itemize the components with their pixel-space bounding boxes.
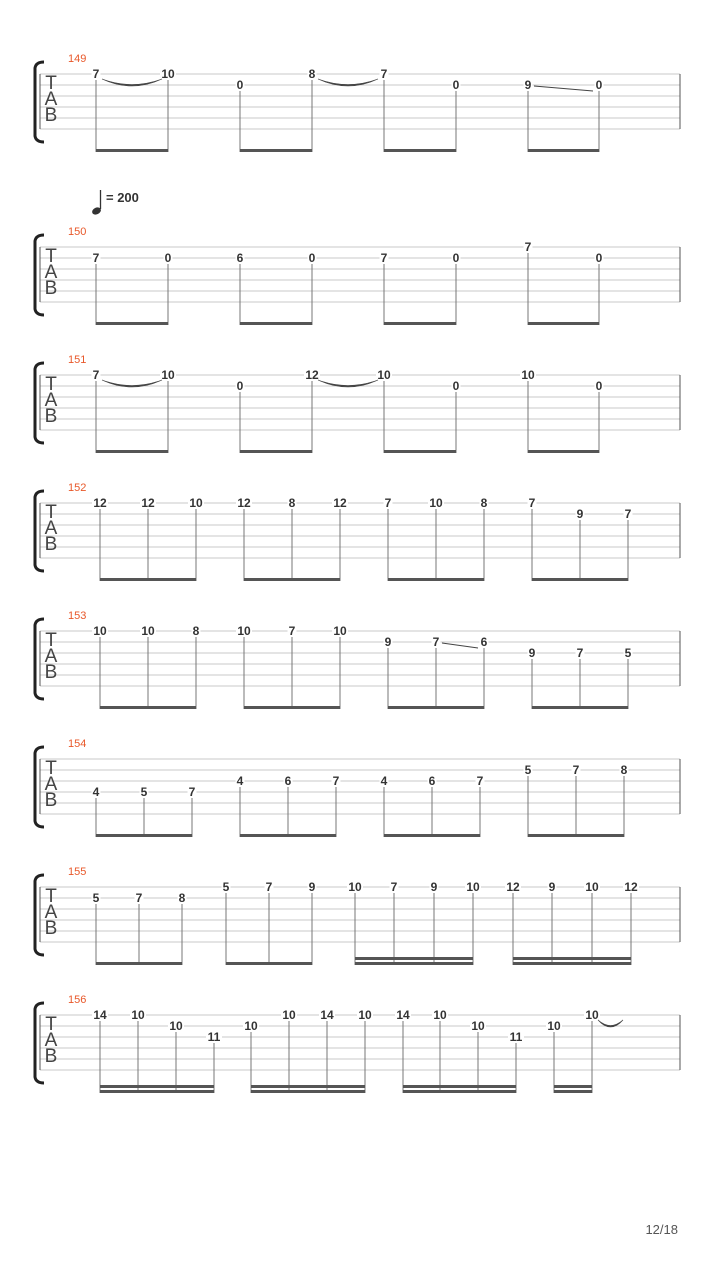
fret-number: 10 — [433, 1008, 447, 1022]
tab-clef-letter: B — [44, 918, 58, 939]
fret-number: 6 — [284, 774, 292, 788]
fret-number: 0 — [452, 379, 460, 393]
slide-line — [534, 86, 593, 91]
fret-number: 7 — [576, 646, 584, 660]
tab-clef-letter: B — [44, 278, 58, 299]
fret-number: 10 — [161, 368, 175, 382]
tab-clef-letter: T — [45, 374, 57, 395]
fret-number: 9 — [308, 880, 316, 894]
tab-system — [35, 354, 680, 453]
fret-number: 9 — [576, 507, 584, 521]
fret-number: 8 — [192, 624, 200, 638]
fret-number: 14 — [396, 1008, 410, 1022]
fret-number: 14 — [320, 1008, 334, 1022]
tab-clef-letter: A — [44, 89, 58, 110]
measure-number: 151 — [68, 354, 87, 366]
fret-number: 0 — [236, 379, 244, 393]
fret-number: 0 — [236, 78, 244, 92]
tab-clef-letter: A — [44, 646, 58, 667]
fret-number: 14 — [93, 1008, 107, 1022]
fret-number: 7 — [432, 635, 440, 649]
tab-system — [35, 53, 680, 152]
fret-number: 10 — [237, 624, 251, 638]
fret-number: 12 — [141, 496, 155, 510]
fret-number: 9 — [430, 880, 438, 894]
fret-number: 0 — [595, 379, 603, 393]
fret-number: 10 — [131, 1008, 145, 1022]
fret-number: 6 — [480, 635, 488, 649]
fret-number: 7 — [332, 774, 340, 788]
measure-number: 149 — [68, 53, 87, 65]
fret-number: 10 — [161, 67, 175, 81]
tab-clef-letter: T — [45, 758, 57, 779]
fret-number: 9 — [524, 78, 532, 92]
fret-number: 7 — [265, 880, 273, 894]
fret-number: 9 — [384, 635, 392, 649]
fret-number: 7 — [380, 67, 388, 81]
tab-clef-letter: T — [45, 1014, 57, 1035]
tempo-marking — [91, 190, 139, 216]
fret-number: 10 — [93, 624, 107, 638]
tab-clef-letter: B — [44, 406, 58, 427]
fret-number: 10 — [585, 1008, 599, 1022]
fret-number: 4 — [92, 785, 100, 799]
fret-number: 7 — [390, 880, 398, 894]
fret-number: 10 — [169, 1019, 183, 1033]
slide-line — [442, 643, 478, 648]
fret-number: 12 — [624, 880, 638, 894]
measure-number: 156 — [68, 994, 87, 1006]
tab-clef-letter: T — [45, 502, 57, 523]
fret-number: 0 — [452, 251, 460, 265]
tab-system — [35, 994, 680, 1093]
fret-number: 7 — [476, 774, 484, 788]
fret-number: 5 — [524, 763, 532, 777]
fret-number: 4 — [236, 774, 244, 788]
fret-number: 7 — [135, 891, 143, 905]
measure-number: 154 — [68, 738, 87, 750]
fret-number: 7 — [380, 251, 388, 265]
fret-number: 12 — [93, 496, 107, 510]
fret-number: 10 — [585, 880, 599, 894]
tab-system — [35, 482, 680, 581]
fret-number: 7 — [92, 251, 100, 265]
fret-number: 7 — [92, 67, 100, 81]
fret-number: 8 — [620, 763, 628, 777]
tab-clef-letter: B — [44, 534, 58, 555]
fret-number: 10 — [471, 1019, 485, 1033]
fret-number: 12 — [333, 496, 347, 510]
fret-number: 7 — [528, 496, 536, 510]
fret-number: 10 — [141, 624, 155, 638]
fret-number: 8 — [480, 496, 488, 510]
tab-clef-letter: B — [44, 1046, 58, 1067]
fret-number: 12 — [506, 880, 520, 894]
tab-clef-letter: T — [45, 246, 57, 267]
tab-clef-letter: A — [44, 774, 58, 795]
fret-number: 9 — [548, 880, 556, 894]
fret-number: 0 — [595, 78, 603, 92]
fret-number: 8 — [178, 891, 186, 905]
tab-clef-letter: A — [44, 902, 58, 923]
fret-number: 7 — [92, 368, 100, 382]
fret-number: 12 — [237, 496, 251, 510]
tab-clef-letter: A — [44, 518, 58, 539]
fret-number: 11 — [509, 1030, 523, 1044]
fret-number: 0 — [595, 251, 603, 265]
tab-system — [35, 610, 680, 709]
fret-number: 8 — [288, 496, 296, 510]
fret-number: 10 — [358, 1008, 372, 1022]
fret-number: 6 — [428, 774, 436, 788]
fret-number: 12 — [305, 368, 319, 382]
fret-number: 7 — [188, 785, 196, 799]
fret-number: 10 — [244, 1019, 258, 1033]
tab-system — [35, 738, 680, 837]
fret-number: 7 — [624, 507, 632, 521]
measure-number: 155 — [68, 866, 87, 878]
tab-clef-letter: A — [44, 1030, 58, 1051]
measure-number: 152 — [68, 482, 87, 494]
tab-system — [35, 226, 680, 325]
fret-number: 10 — [282, 1008, 296, 1022]
fret-number: 10 — [521, 368, 535, 382]
fret-number: 10 — [333, 624, 347, 638]
page-number: 12/18 — [645, 1222, 678, 1237]
fret-number: 11 — [207, 1030, 221, 1044]
fret-number: 9 — [528, 646, 536, 660]
tab-clef-letter: T — [45, 73, 57, 94]
fret-number: 8 — [308, 67, 316, 81]
fret-number: 0 — [164, 251, 172, 265]
tab-clef-letter: B — [44, 105, 58, 126]
measure-number: 153 — [68, 610, 87, 622]
fret-number: 4 — [380, 774, 388, 788]
measure-number: 150 — [68, 226, 87, 238]
fret-number: 10 — [377, 368, 391, 382]
tab-clef-letter: T — [45, 630, 57, 651]
fret-number: 6 — [236, 251, 244, 265]
fret-number: 5 — [624, 646, 632, 660]
fret-number: 7 — [524, 240, 532, 254]
tempo-text: = 200 — [106, 190, 139, 205]
fret-number: 10 — [547, 1019, 561, 1033]
fret-number: 0 — [452, 78, 460, 92]
fret-number: 7 — [572, 763, 580, 777]
fret-number: 5 — [222, 880, 230, 894]
fret-number: 10 — [466, 880, 480, 894]
tab-clef-letter: T — [45, 886, 57, 907]
fret-number: 10 — [189, 496, 203, 510]
fret-number: 7 — [384, 496, 392, 510]
fret-number: 5 — [92, 891, 100, 905]
tab-clef-letter: A — [44, 390, 58, 411]
fret-number: 7 — [288, 624, 296, 638]
tab-system — [35, 866, 680, 965]
fret-number: 0 — [308, 251, 316, 265]
tab-clef-letter: B — [44, 662, 58, 683]
fret-number: 10 — [348, 880, 362, 894]
fret-number: 5 — [140, 785, 148, 799]
fret-number: 10 — [429, 496, 443, 510]
tab-clef-letter: B — [44, 790, 58, 811]
tab-clef-letter: A — [44, 262, 58, 283]
